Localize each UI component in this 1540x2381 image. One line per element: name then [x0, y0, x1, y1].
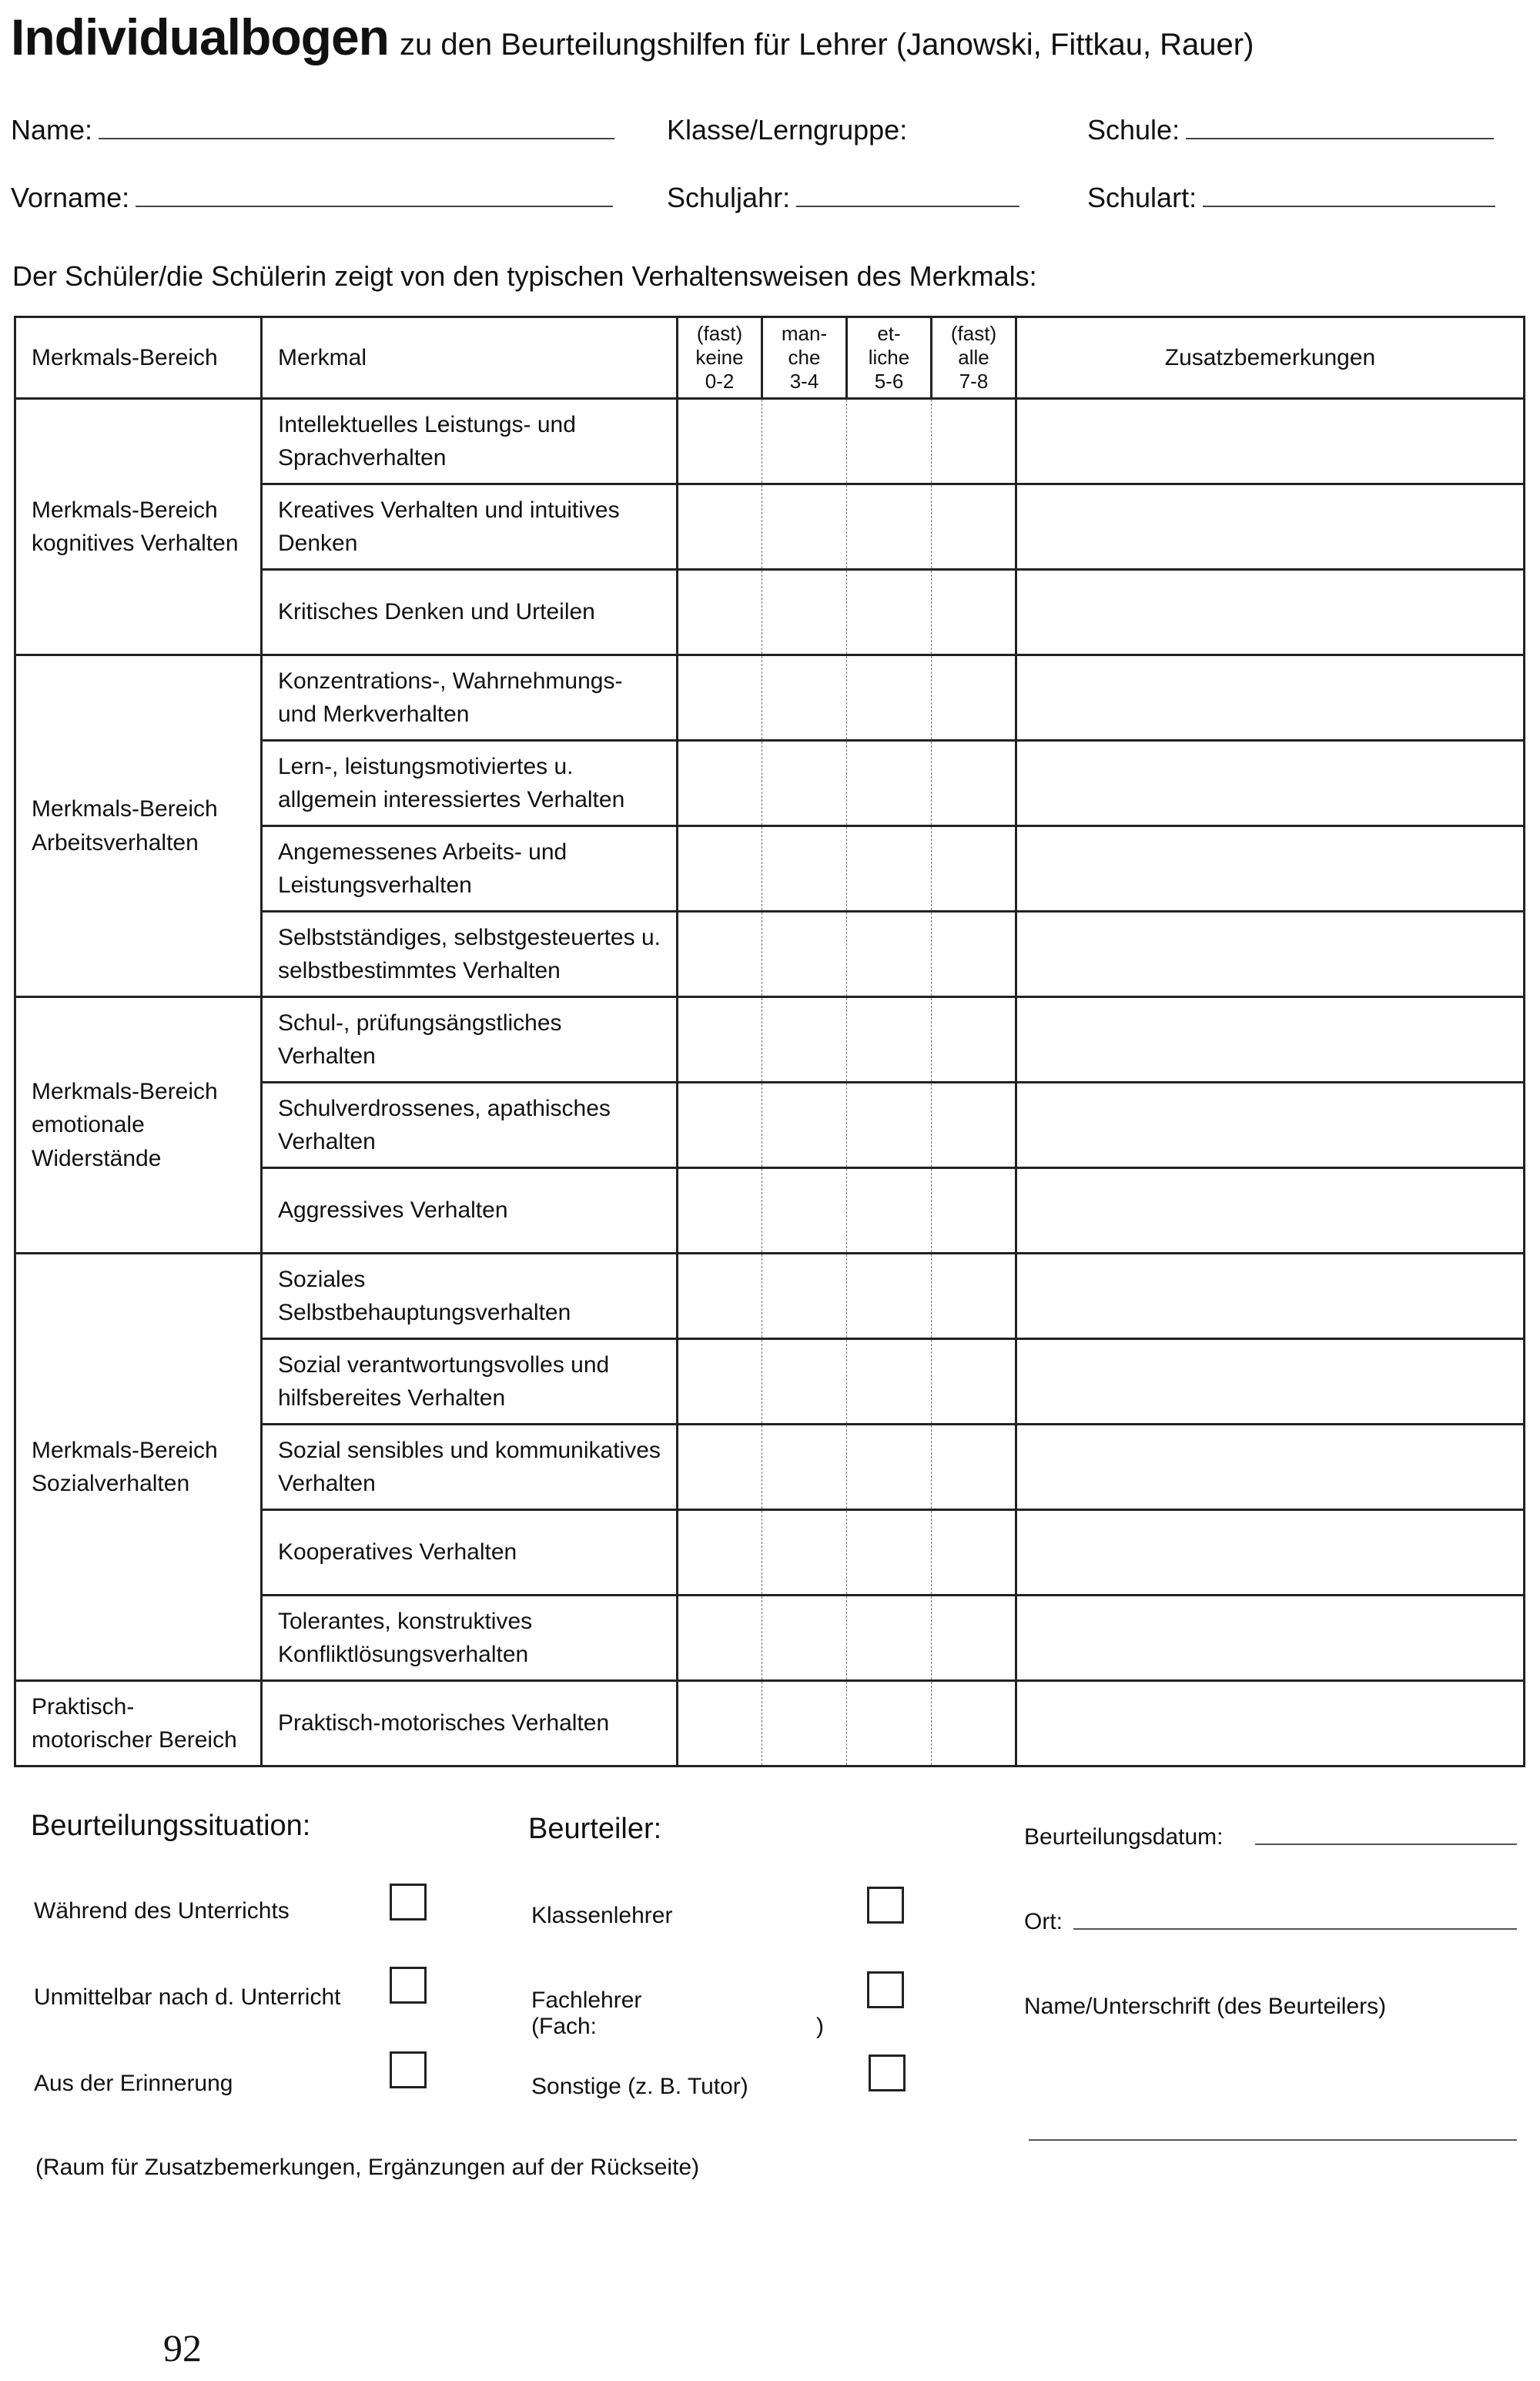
schulart-field	[1087, 182, 1495, 214]
name-label: Name:	[11, 114, 93, 146]
table-body	[15, 399, 1525, 1766]
merkmal-cell: Konzentrations-, Wahrnehmungs- und Merkverhalten	[262, 655, 678, 741]
title-main: Individualbogen	[11, 8, 389, 65]
rating-cell-manche[interactable]	[762, 570, 847, 655]
zusatzbemerkung-cell[interactable]	[1016, 1425, 1525, 1510]
rating-cell-etliche[interactable]	[847, 1596, 932, 1681]
table-row	[15, 997, 1525, 1083]
merkmal-cell: Kritisches Denken und Urteilen	[262, 570, 678, 655]
title-subtitle: zu den Beurteilungshilfen für Lehrer (Janowski, Fittkau, Rauer)	[400, 28, 1254, 62]
zusatzbemerkung-cell[interactable]	[1016, 1254, 1525, 1339]
klasse-field	[667, 114, 907, 146]
rating-cell-keine[interactable]	[678, 1254, 762, 1339]
col-rating-manche-header	[762, 317, 847, 399]
rating-cell-manche[interactable]	[762, 1254, 847, 1339]
rating-cell-etliche[interactable]	[847, 1083, 932, 1168]
merkmal-cell: Angemessenes Arbeits- und Leistungsverhalten	[262, 826, 678, 912]
rating-cell-keine[interactable]	[678, 1596, 762, 1681]
rating-cell-keine[interactable]	[678, 912, 762, 997]
unterschrift-label: Name/Unterschrift (des Beurteilers)	[1024, 1994, 1387, 2019]
table-row	[15, 399, 1525, 484]
merkmals-bereich-cell: Merkmals-Bereich Sozialverhalten	[15, 1254, 262, 1681]
beurteiler-checkbox-fachlehrer[interactable]	[867, 1971, 904, 2008]
merkmal-cell: Sozial verantwortungsvolles und hilfsbereites Verhalten	[262, 1339, 678, 1425]
vorname-label: Vorname:	[11, 182, 130, 213]
rating-cell-manche[interactable]	[762, 1510, 847, 1596]
rating-cell-manche[interactable]	[762, 1681, 847, 1766]
rating-cell-manche[interactable]	[762, 1083, 847, 1168]
rating-cell-etliche[interactable]	[847, 399, 932, 484]
rating-cell-manche[interactable]	[762, 741, 847, 826]
rating-cell-keine[interactable]	[678, 826, 762, 912]
table-row	[15, 1254, 1525, 1339]
merkmal-cell: Lern-, leistungsmotiviertes u. allgemein interessiertes Verhalten	[262, 741, 678, 826]
rating-cell-keine[interactable]	[678, 484, 762, 570]
name-field	[11, 114, 614, 146]
rating-cell-etliche[interactable]	[847, 570, 932, 655]
table-row	[15, 655, 1525, 741]
rating-alle-line2: alle	[958, 345, 989, 369]
rating-cell-alle[interactable]	[932, 484, 1016, 570]
merkmal-cell: Kreatives Verhalten und intuitives Denken	[262, 484, 678, 570]
beurteiler-option-klassenlehrer: Klassenlehrer	[531, 1903, 673, 1928]
situation-checkbox-nach-unterricht[interactable]	[390, 1967, 427, 2004]
schule-input-line[interactable]	[1186, 133, 1494, 139]
rating-cell-keine[interactable]	[678, 1168, 762, 1254]
zusatzbemerkung-cell[interactable]	[1016, 484, 1525, 570]
merkmals-bereich-cell: Merkmals-Bereich emotionale Widerstände	[15, 997, 262, 1254]
rating-cell-etliche[interactable]	[847, 1168, 932, 1254]
zusatzbemerkung-cell[interactable]	[1016, 1681, 1525, 1766]
rating-cell-etliche[interactable]	[847, 1681, 932, 1766]
rating-cell-manche[interactable]	[762, 1339, 847, 1425]
rating-alle-line1: (fast)	[950, 321, 997, 345]
zusatzbemerkung-cell[interactable]	[1016, 1596, 1525, 1681]
beurteiler-fach-label: (Fach:	[531, 2014, 598, 2039]
rating-cell-alle[interactable]	[932, 1083, 1016, 1168]
col-rating-alle-header	[932, 317, 1016, 399]
form-title	[11, 8, 1254, 66]
merkmals-bereich-cell: Merkmals-Bereich Arbeitsverhalten	[15, 655, 262, 997]
rating-cell-alle[interactable]	[932, 399, 1016, 484]
zusatzbemerkung-cell[interactable]	[1016, 1510, 1525, 1596]
merkmal-cell: Praktisch-motorisches Verhalten	[262, 1681, 678, 1766]
rating-cell-etliche[interactable]	[847, 826, 932, 912]
merkmal-cell: Schulverdrossenes, apathisches Verhalten	[262, 1083, 678, 1168]
situation-option-erinnerung: Aus der Erinnerung	[34, 2071, 233, 2096]
rating-cell-keine[interactable]	[678, 399, 762, 484]
rating-cell-keine[interactable]	[678, 741, 762, 826]
beurteiler-option-sonstige: Sonstige (z. B. Tutor)	[531, 2074, 748, 2099]
rating-cell-alle[interactable]	[932, 1168, 1016, 1254]
rating-cell-keine[interactable]	[678, 570, 762, 655]
rating-alle-line3: 7-8	[959, 370, 989, 393]
beurteiler-option-fachlehrer: Fachlehrer	[531, 1988, 642, 2013]
rating-cell-etliche[interactable]	[847, 1510, 932, 1596]
col-zusatz-header: Zusatzbemerkungen	[1016, 317, 1525, 399]
col-merkmal-header: Merkmal	[262, 317, 678, 399]
rating-manche-line2: che	[788, 345, 821, 369]
table-row	[15, 1681, 1525, 1766]
rating-cell-keine[interactable]	[678, 1510, 762, 1596]
rating-cell-alle[interactable]	[932, 1425, 1016, 1510]
beurteiler-checkbox-klassenlehrer[interactable]	[867, 1887, 904, 1924]
rating-cell-alle[interactable]	[932, 570, 1016, 655]
merkmal-cell: Kooperatives Verhalten	[262, 1510, 678, 1596]
rating-cell-manche[interactable]	[762, 997, 847, 1083]
ort-label: Ort:	[1024, 1909, 1063, 1934]
rating-cell-etliche[interactable]	[847, 1425, 932, 1510]
rating-etliche-line3: 5-6	[874, 370, 904, 393]
situation-heading: Beurteilungssituation:	[31, 1810, 311, 1842]
rating-cell-manche[interactable]	[762, 1596, 847, 1681]
rating-cell-etliche[interactable]	[847, 1339, 932, 1425]
rating-cell-etliche[interactable]	[847, 655, 932, 741]
schuljahr-input-line[interactable]	[796, 201, 1019, 207]
rating-cell-manche[interactable]	[762, 1425, 847, 1510]
situation-checkbox-unterricht[interactable]	[390, 1884, 427, 1921]
rating-cell-alle[interactable]	[932, 1596, 1016, 1681]
rating-cell-manche[interactable]	[762, 655, 847, 741]
page-number: 92	[163, 2326, 202, 2369]
schule-field	[1087, 114, 1494, 146]
datum-input-line[interactable]	[1255, 1844, 1517, 1845]
rating-manche-line1: man-	[781, 321, 828, 345]
rating-cell-keine[interactable]	[678, 1425, 762, 1510]
rating-cell-manche[interactable]	[762, 1168, 847, 1254]
zusatzbemerkung-cell[interactable]	[1016, 826, 1525, 912]
unterschrift-line[interactable]	[1029, 2139, 1517, 2141]
rating-keine-line1: (fast)	[696, 321, 743, 345]
intro-text: Der Schüler/die Schülerin zeigt von den typischen Verhaltensweisen des Merkmals:	[12, 260, 1037, 292]
rating-cell-etliche[interactable]	[847, 741, 932, 826]
situation-option-unterricht: Während des Unterrichts	[34, 1898, 290, 1924]
zusatzbemerkung-cell[interactable]	[1016, 399, 1525, 484]
table-header-row	[15, 317, 1525, 399]
rating-manche-line3: 3-4	[789, 370, 819, 393]
vorname-field	[11, 182, 613, 214]
rating-cell-alle[interactable]	[932, 741, 1016, 826]
rating-keine-line3: 0-2	[705, 370, 735, 393]
rating-cell-alle[interactable]	[932, 997, 1016, 1083]
name-input-line[interactable]	[99, 133, 614, 139]
zusatzbemerkung-cell[interactable]	[1016, 1083, 1525, 1168]
merkmal-cell: Schul-, prüfungsängstliches Verhalten	[262, 997, 678, 1083]
rating-cell-alle[interactable]	[932, 1681, 1016, 1766]
datum-label: Beurteilungsdatum:	[1024, 1824, 1224, 1850]
merkmal-cell: Intellektuelles Leistungs- und Sprachverhalten	[262, 399, 678, 484]
rating-cell-manche[interactable]	[762, 912, 847, 997]
beurteiler-checkbox-sonstige[interactable]	[869, 2054, 906, 2091]
beurteiler-fach-close: )	[816, 2014, 824, 2039]
rating-keine-line2: keine	[695, 345, 744, 369]
rating-cell-manche[interactable]	[762, 826, 847, 912]
rating-etliche-line1: et-	[877, 321, 901, 345]
rating-cell-alle[interactable]	[932, 826, 1016, 912]
ort-input-line[interactable]	[1073, 1928, 1517, 1930]
klasse-label: Klasse/Lerngruppe:	[667, 114, 908, 146]
schuljahr-field	[667, 182, 1019, 214]
schule-label: Schule:	[1087, 114, 1180, 146]
rating-cell-keine[interactable]	[678, 997, 762, 1083]
merkmal-cell: Selbstständiges, selbstgesteuertes u. selbstbestimmtes Verhalten	[262, 912, 678, 997]
col-rating-keine-header	[678, 317, 762, 399]
merkmal-cell: Tolerantes, konstruktives Konfliktlösungsverhalten	[262, 1596, 678, 1681]
col-bereich-header: Merkmals-Bereich	[15, 317, 262, 399]
rating-cell-manche[interactable]	[762, 484, 847, 570]
merkmal-cell: Sozial sensibles und kommunikatives Verhalten	[262, 1425, 678, 1510]
rating-cell-etliche[interactable]	[847, 1254, 932, 1339]
rating-cell-alle[interactable]	[932, 912, 1016, 997]
rating-cell-alle[interactable]	[932, 655, 1016, 741]
merkmals-bereich-cell: Praktisch-motorischer Bereich	[15, 1681, 262, 1766]
zusatzbemerkung-cell[interactable]	[1016, 1339, 1525, 1425]
rating-cell-etliche[interactable]	[847, 912, 932, 997]
zusatzbemerkung-cell[interactable]	[1016, 912, 1525, 997]
situation-checkbox-erinnerung[interactable]	[390, 2051, 427, 2088]
rating-cell-etliche[interactable]	[847, 484, 932, 570]
zusatzbemerkung-cell[interactable]	[1016, 741, 1525, 826]
zusatzbemerkung-cell[interactable]	[1016, 655, 1525, 741]
zusatzbemerkung-cell[interactable]	[1016, 570, 1525, 655]
rating-cell-alle[interactable]	[932, 1339, 1016, 1425]
rating-cell-keine[interactable]	[678, 1339, 762, 1425]
merkmal-cell: Aggressives Verhalten	[262, 1168, 678, 1254]
vorname-input-line[interactable]	[136, 201, 613, 207]
zusatzbemerkung-cell[interactable]	[1016, 997, 1525, 1083]
schuljahr-label: Schuljahr:	[667, 182, 791, 213]
schulart-input-line[interactable]	[1203, 201, 1495, 207]
rating-table	[14, 316, 1525, 1767]
schulart-label: Schulart:	[1087, 182, 1197, 213]
merkmal-cell: Soziales Selbstbehauptungsverhalten	[262, 1254, 678, 1339]
merkmals-bereich-cell: Merkmals-Bereich kognitives Verhalten	[15, 399, 262, 655]
rating-cell-keine[interactable]	[678, 1083, 762, 1168]
rating-etliche-line2: liche	[868, 345, 910, 369]
rating-cell-manche[interactable]	[762, 399, 847, 484]
rating-cell-etliche[interactable]	[847, 997, 932, 1083]
rating-cell-keine[interactable]	[678, 655, 762, 741]
beurteiler-heading: Beurteiler:	[528, 1813, 662, 1845]
zusatzbemerkung-cell[interactable]	[1016, 1168, 1525, 1254]
rating-cell-alle[interactable]	[932, 1510, 1016, 1596]
col-rating-etliche-header	[847, 317, 932, 399]
situation-option-nach-unterricht: Unmittelbar nach d. Unterricht	[34, 1984, 341, 2010]
rating-cell-alle[interactable]	[932, 1254, 1016, 1339]
rating-cell-keine[interactable]	[678, 1681, 762, 1766]
footnote: (Raum für Zusatzbemerkungen, Ergänzungen auf der Rückseite)	[35, 2155, 700, 2180]
